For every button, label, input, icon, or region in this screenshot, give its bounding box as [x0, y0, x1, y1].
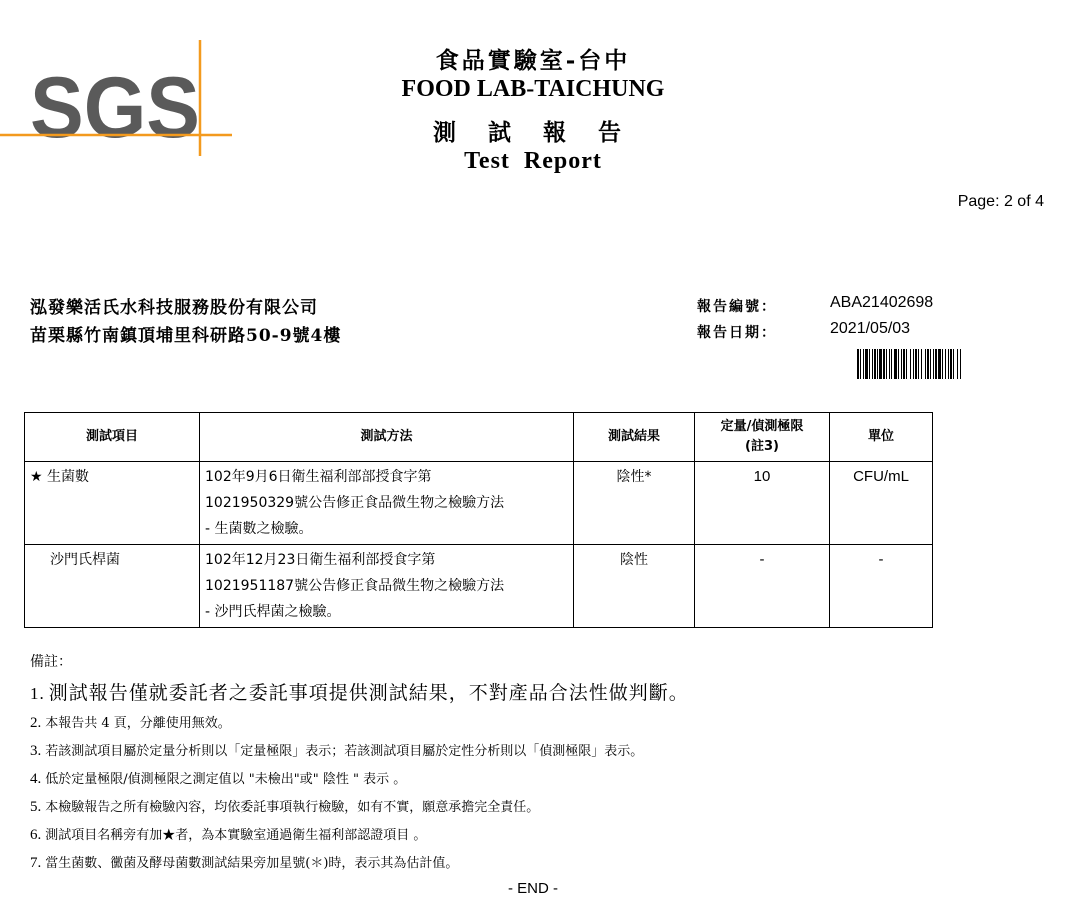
note-item: 3. 若該測試項目屬於定量分析則以「定量極限」表示；若該測試項目屬於定性分析則以「偵測極限」表示。: [30, 743, 644, 759]
notes-title: 備註：: [30, 654, 72, 670]
note-item: 2. 本報告共 4 頁，分離使用無效。: [30, 715, 231, 731]
row-unit: CFU/mL: [830, 462, 933, 545]
row-unit: -: [830, 545, 933, 628]
note-item: 7. 當生菌數、黴菌及酵母菌數測試結果旁加星號(＊)時，表示其為估計值。: [30, 855, 459, 871]
report-number: ABA21402698: [830, 294, 934, 311]
table-row: [25, 545, 933, 628]
header-method: 測試方法: [200, 413, 574, 462]
note-item: 5. 本檢驗報告之所有檢驗內容，均依委託事項執行檢驗，如有不實，願意承擔完全責任。: [30, 799, 540, 815]
row-limit: 10: [695, 462, 830, 545]
report-date: 2021/05/03: [830, 320, 911, 337]
client-name: 泓發樂活氏水科技服務股份有限公司: [30, 298, 318, 318]
note-item: 4. 低於定量極限/偵測極限之測定值以 "未檢出"或" 陰性 " 表示 。: [30, 771, 407, 787]
report-number-label: 報告編號：: [697, 299, 777, 315]
svg-text:SGS: SGS: [30, 60, 200, 156]
row-method: 102年9月6日衛生福利部部授食字第 1021950329號公告修正食品微生物之檢驗方法 - 生菌數之檢驗。: [200, 462, 574, 545]
header-unit: 單位: [830, 413, 933, 462]
lab-name-zh: 食品實驗室-台中: [435, 47, 631, 74]
end-marker: - END -: [508, 880, 558, 897]
header-limit: 定量/偵測極限(註3): [695, 413, 830, 462]
report-title-zh: 測 試 報 告: [432, 119, 634, 146]
page-number: Page: 2 of 4: [957, 193, 1044, 210]
row-result: 陰性*: [574, 462, 695, 545]
note-item: 6. 測試項目名稱旁有加★者，為本實驗室通過衛生福利部認證項目 。: [30, 827, 427, 843]
row-limit: -: [695, 545, 830, 628]
header-item: 測試項目: [25, 413, 200, 462]
row-item: ★ 生菌數: [25, 462, 200, 545]
table-row: [25, 462, 933, 545]
row-item: 沙門氏桿菌: [25, 545, 200, 628]
note-item: 1. 測試報告僅就委託者之委託事項提供測試結果，不對產品合法性做判斷。: [30, 682, 689, 704]
client-address: 苗栗縣竹南鎮頂埔里科研路50-9號4樓: [30, 326, 342, 346]
results-table: [24, 412, 933, 628]
lab-name-en: FOOD LAB-TAICHUNG: [401, 76, 665, 102]
row-method: 102年12月23日衛生福利部授食字第 1021951187號公告修正食品微生物之檢驗方法 - 沙門氏桿菌之檢驗。: [200, 545, 574, 628]
report-title-en: Test Report: [464, 148, 602, 174]
header-result: 測試結果: [574, 413, 695, 462]
row-result: 陰性: [574, 545, 695, 628]
barcode: [857, 349, 1015, 379]
table-header-row: [25, 413, 933, 462]
report-date-label: 報告日期：: [697, 325, 777, 341]
